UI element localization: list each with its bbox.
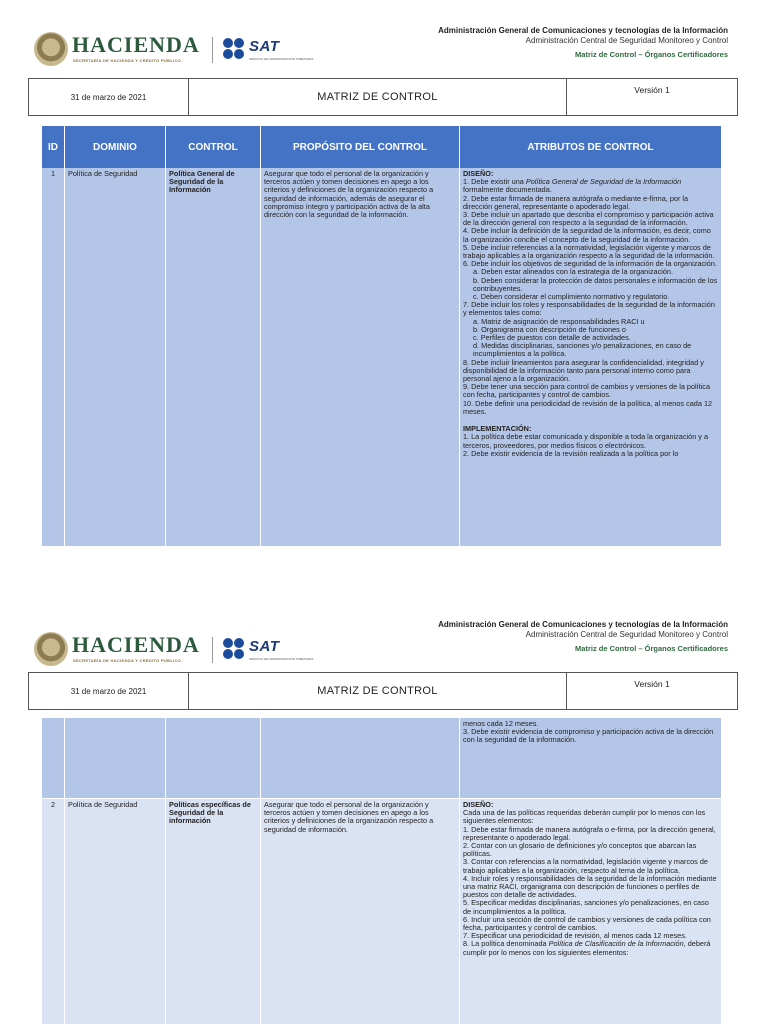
header-line-1: Administración General de Comunicaciones y tecnologías de la Información xyxy=(438,26,728,35)
implementacion-title: IMPLEMENTACIÓN: xyxy=(463,424,532,434)
document-date: 31 de marzo de 2021 xyxy=(29,673,189,709)
table-header-row xyxy=(42,126,721,168)
page-header xyxy=(0,600,768,678)
header-id: ID xyxy=(42,126,65,168)
document-date: 31 de marzo de 2021 xyxy=(29,79,189,115)
hacienda-seal-icon xyxy=(34,32,68,66)
header-line-3: Matriz de Control – Órganos Certificadores xyxy=(575,50,728,59)
cell-id xyxy=(42,718,65,798)
attr-line: 8. Debe incluir lineamientos para asegurar la confidencialidad, integridad y disponibilidad de la información tanto para personal interno como para personal ajeno a la organización. xyxy=(463,357,704,384)
table-row-continued xyxy=(42,718,721,798)
document-version: Versión 1 xyxy=(634,85,670,95)
sat-logo: SAT xyxy=(249,38,280,55)
attr-line: 3. Debe existir evidencia de compromiso y participación activa de la dirección con la seguridad de la información. xyxy=(463,727,714,745)
cell-atributos xyxy=(460,168,721,546)
attr-line: 1. La política debe estar comunicada y disponible a toda la organización y a terceros, proveedores, por medios físicos o electrónicos. xyxy=(463,432,709,450)
cell-atributos xyxy=(460,799,721,1024)
table-row xyxy=(42,798,721,1024)
attr-line: 5. Especificar medidas disciplinarias, sanciones y/o penalizaciones, en caso de incumplimientos a la política. xyxy=(463,898,709,916)
cell-proposito: Asegurar que todo el personal de la organización y terceros actúen y tomen decisiones en apego a los criterios y definiciones de la organización respecto a seguridad de información. xyxy=(261,799,460,1024)
hacienda-logo-subtitle: SECRETARÍA DE HACIENDA Y CRÉDITO PÚBLICO xyxy=(73,58,182,63)
sat-dots-icon xyxy=(223,38,245,60)
attr-subline: c. Deben considerar el cumplimiento normativo y regulatorio. xyxy=(473,292,670,302)
cell-control xyxy=(166,718,261,798)
hacienda-logo: HACIENDA xyxy=(72,32,200,57)
attr-line: 3. Contar con referencias a la normatividad, legislación vigente y marcos de trabajo aplicables a la organización, respecto al tema de la política. xyxy=(463,857,708,875)
attr-line: 2. Debe existir evidencia de la revisión realizada a la política por lo xyxy=(463,448,679,458)
attr-line: 9. Debe tener una sección para control de cambios y versiones de la política con fecha, participantes y control de cambios. xyxy=(463,382,711,400)
attr-line: 10. Debe definir una periodicidad de revisión de la política, al menos cada 12 meses. xyxy=(463,398,713,416)
attr-line: 1. Debe estar firmada de manera autógrafa o e-firma, por la dirección general, representante o apoderado legal. xyxy=(463,824,716,842)
page-header xyxy=(0,0,768,78)
attr-subline: d. Medidas disciplinarias, sanciones y/o penalizaciones, en caso de incumplimientos a la política. xyxy=(473,341,692,359)
document-version: Versión 1 xyxy=(634,679,670,689)
attr-line: 2. Debe estar firmada de manera autógrafa o mediante e-firma, por la dirección general, representante o apoderado legal. xyxy=(463,193,689,211)
attr-line: 6. Incluir una sección de control de cambios y versiones de cada política con fecha, participantes y control de cambios. xyxy=(463,914,711,933)
header-dominio: DOMINIO xyxy=(65,126,166,168)
header-control: CONTROL xyxy=(166,126,261,168)
sat-dots-icon xyxy=(223,638,245,660)
attr-line: 4. Incluir roles y responsabilidades de la seguridad de la información mediante una matriz RACI, organigrama con descripción de funciones o perfiles de puestos con detalle de actividades. xyxy=(463,873,717,900)
cell-proposito xyxy=(261,718,460,798)
attr-subline: a. Deben estar alineados con la estrategia de la organización. xyxy=(473,267,673,277)
header-atributos: ATRIBUTOS DE CONTROL xyxy=(460,126,721,168)
header-line-2: Administración Central de Seguridad Monitoreo y Control xyxy=(525,630,728,639)
page-2 xyxy=(0,600,768,1024)
cell-id: 2 xyxy=(42,799,65,1024)
document-title: MATRIZ DE CONTROL xyxy=(189,673,567,709)
table-row xyxy=(42,168,721,546)
cell-id: 1 xyxy=(42,168,65,546)
hacienda-seal-icon xyxy=(34,632,68,666)
header-institution xyxy=(328,26,728,60)
control-matrix-table xyxy=(42,718,721,1024)
header-line-1: Administración General de Comunicaciones y tecnologías de la Información xyxy=(438,620,728,629)
attr-line: 7. Especificar una periodicidad de revisión, al menos cada 12 meses. xyxy=(463,931,687,941)
attr-subline: b. Deben considerar la protección de datos personales e información de los contribuyentes. xyxy=(473,275,718,293)
document-title: MATRIZ DE CONTROL xyxy=(189,79,567,115)
header-line-3: Matriz de Control – Órganos Certificadores xyxy=(575,644,728,653)
cell-proposito: Asegurar que todo el personal de la organización y terceros actúen y tomen decisiones en apego a los criterios y definiciones de la organización respecto a seguridad de información, además de asegurar el compromiso íntegro y participación activa de la alta dirección con la seguridad de la información. xyxy=(261,168,460,546)
attr-line: 2. Contar con un glosario de definiciones y/o conceptos que abarcan las políticas. xyxy=(463,841,697,859)
title-box xyxy=(28,672,738,710)
attr-subline: c. Perfiles de puestos con detalle de actividades. xyxy=(473,333,631,343)
hacienda-logo: HACIENDA xyxy=(72,632,200,657)
control-matrix-table xyxy=(42,126,721,546)
logo-divider xyxy=(212,37,213,63)
attr-line: Cada una de las políticas requeridas deberán cumplir por lo menos con los siguientes elementos: xyxy=(463,808,706,826)
cell-control: Políticas específicas de Seguridad de la información xyxy=(166,799,261,1024)
attr-subline: a. Matriz de asignación de responsabilidades RACI u xyxy=(473,316,645,326)
attr-line: 1. Debe existir una Política General de Seguridad de la Información formalmente documentada. xyxy=(463,177,682,195)
title-box xyxy=(28,78,738,116)
cell-dominio: Política de Seguridad xyxy=(65,799,166,1024)
attr-line: 8. La política denominada Política de Clasificación de la Información, deberá cumplir por lo menos con los siguientes elementos: xyxy=(463,939,711,957)
hacienda-logo-subtitle: SECRETARÍA DE HACIENDA Y CRÉDITO PÚBLICO xyxy=(73,658,182,663)
cell-dominio xyxy=(65,718,166,798)
logo-divider xyxy=(212,637,213,663)
sat-logo-subtitle: SERVICIO DE ADMINISTRACIÓN TRIBUTARIA xyxy=(249,657,314,661)
attr-subline: b. Organigrama con descripción de funciones o xyxy=(473,324,626,334)
header-institution xyxy=(328,620,728,654)
cell-control: Política General de Seguridad de la Información xyxy=(166,168,261,546)
attr-line: 3. Debe incluir un apartado que describa el compromiso y participación activa de la dirección general con respecto a la seguridad de la información. xyxy=(463,210,714,228)
diseno-title: DISEÑO: xyxy=(463,169,494,178)
attr-line: 6. Debe incluir los objetivos de seguridad de la información de la organización. xyxy=(463,259,717,269)
attr-line: 7. Debe incluir los roles y responsabilidades de la seguridad de la información y elementos tales como: xyxy=(463,300,715,318)
sat-logo: SAT xyxy=(249,638,280,655)
diseno-title: DISEÑO: xyxy=(463,800,494,809)
sat-logo-subtitle: SERVICIO DE ADMINISTRACIÓN TRIBUTARIA xyxy=(249,57,314,61)
header-line-2: Administración Central de Seguridad Monitoreo y Control xyxy=(525,36,728,45)
attr-line: 5. Debe incluir referencias a la normatividad, legislación vigente y marcos de trabajo aplicables a la organización respecto a la seguridad de la información. xyxy=(463,242,715,261)
header-proposito: PROPÓSITO DEL CONTROL xyxy=(261,126,460,168)
cell-atributos xyxy=(460,718,721,798)
attr-line: menos cada 12 meses. xyxy=(463,719,539,728)
attr-line: 4. Debe incluir la definición de la seguridad de la información, es decir, como la organización concibe el concepto de la seguridad de la información. xyxy=(463,226,711,244)
cell-dominio: Política de Seguridad xyxy=(65,168,166,546)
